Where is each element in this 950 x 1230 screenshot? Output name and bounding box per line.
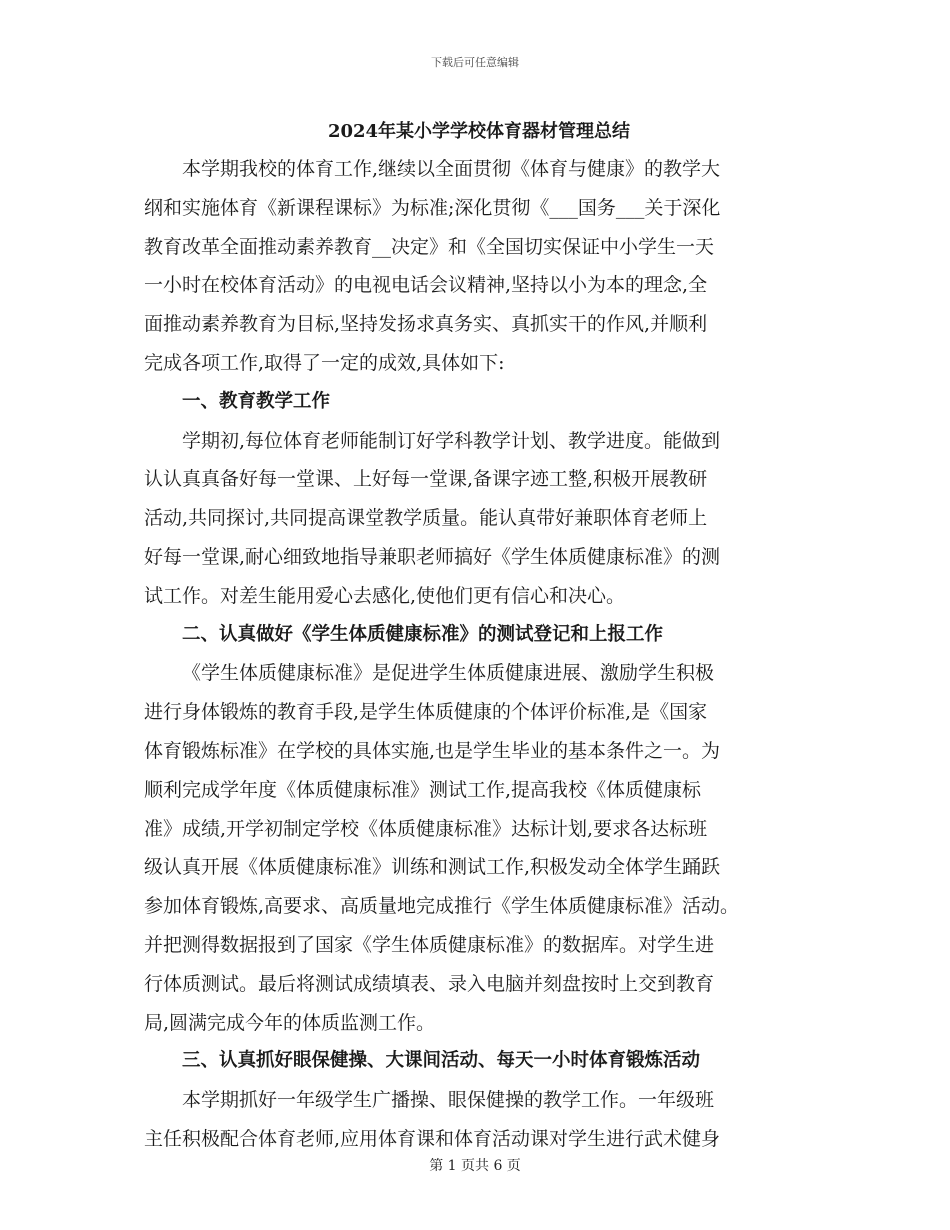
paragraph-line: 级认真开展《体质健康标准》训练和测试工作,积极发动全体学生踊跃 <box>144 856 721 879</box>
document-body <box>144 114 814 1159</box>
section-2 <box>144 616 814 1043</box>
paragraph-line: 《学生体质健康标准》是促进学生体质健康进展、激励学生积极 <box>182 662 715 685</box>
section-1 <box>144 383 814 616</box>
section-heading: 一、教育教学工作 <box>182 390 331 412</box>
paragraph-line: 完成各项工作,取得了一定的成效,具体如下: <box>144 351 505 374</box>
intro-paragraph <box>144 150 814 383</box>
paragraph-line: 纲和实施体育《新课程课标》为标准;深化贯彻《___国务___关于深化 <box>144 196 721 219</box>
paragraph-line: 本学期我校的体育工作,继续以全面贯彻《体育与健康》的教学大 <box>182 158 721 180</box>
paragraph-line: 一小时在校体育活动》的电视电话会议精神,坚持以小为本的理念,全 <box>144 274 708 297</box>
paragraph-line: 进行身体锻炼的教育手段,是学生体质健康的个体评价标准,是《国家 <box>144 701 708 724</box>
paragraph-line: 主任积极配合体育老师,应用体育课和体育活动课对学生进行武术健身 <box>144 1127 721 1150</box>
paragraph-line: 局,圆满完成今年的体质监测工作。 <box>144 1011 436 1034</box>
document-title: 2024年某小学学校体育器材管理总结 <box>327 121 631 142</box>
paragraph-line: 参加体育锻炼,高要求、高质量地完成推行《学生体质健康标准》活动。 <box>144 895 740 918</box>
paragraph-line: 学期初,每位体育老师能制订好学科教学计划、教学进度。能做到 <box>182 429 721 452</box>
section-3 <box>144 1042 814 1158</box>
paragraph-line: 试工作。对差生能用爱心去感化,使他们更有信心和决心。 <box>144 584 626 607</box>
paragraph-line: 行体质测试。最后将测试成绩填表、录入电脑并刻盘按时上交到教育 <box>144 972 715 995</box>
paragraph-line: 教育改革全面推动素养教育__决定》和《全国切实保证中小学生一天 <box>144 235 715 258</box>
paragraph-line: 活动,共同探讨,共同提高课堂教学质量。能认真带好兼职体育老师上 <box>144 507 708 530</box>
paragraph-line: 面推动素养教育为目标,坚持发扬求真务实、真抓实干的作风,并顺利 <box>144 313 708 336</box>
paragraph-line: 认认真真备好每一堂课、上好每一堂课,备课字迹工整,积极开展教研 <box>144 468 708 491</box>
paragraph-line: 本学期抓好一年级学生广播操、眼保健操的教学工作。一年级班 <box>182 1089 715 1112</box>
paragraph-line: 准》成绩,开学初制定学校《体质健康标准》达标计划,要求各达标班 <box>144 817 708 840</box>
page-number: 第 1 页共 6 页 <box>429 1158 521 1174</box>
paragraph-line: 体育锻炼标准》在学校的具体实施,也是学生毕业的基本条件之一。为 <box>144 739 721 762</box>
paragraph-line: 顺利完成学年度《体质健康标准》测试工作,提高我校《体质健康标 <box>144 778 702 801</box>
section-heading: 二、认真做好《学生体质健康标准》的测试登记和上报工作 <box>182 623 664 645</box>
section-heading: 三、认真抓好眼保健操、大课间活动、每天一小时体育锻炼活动 <box>182 1050 701 1072</box>
paragraph-line: 并把测得数据报到了国家《学生体质健康标准》的数据库。对学生进 <box>144 933 715 956</box>
paragraph-line: 好每一堂课,耐心细致地指导兼职老师搞好《学生体质健康标准》的测 <box>144 545 721 568</box>
page-header-note: 下载后可任意编辑 <box>431 56 519 69</box>
